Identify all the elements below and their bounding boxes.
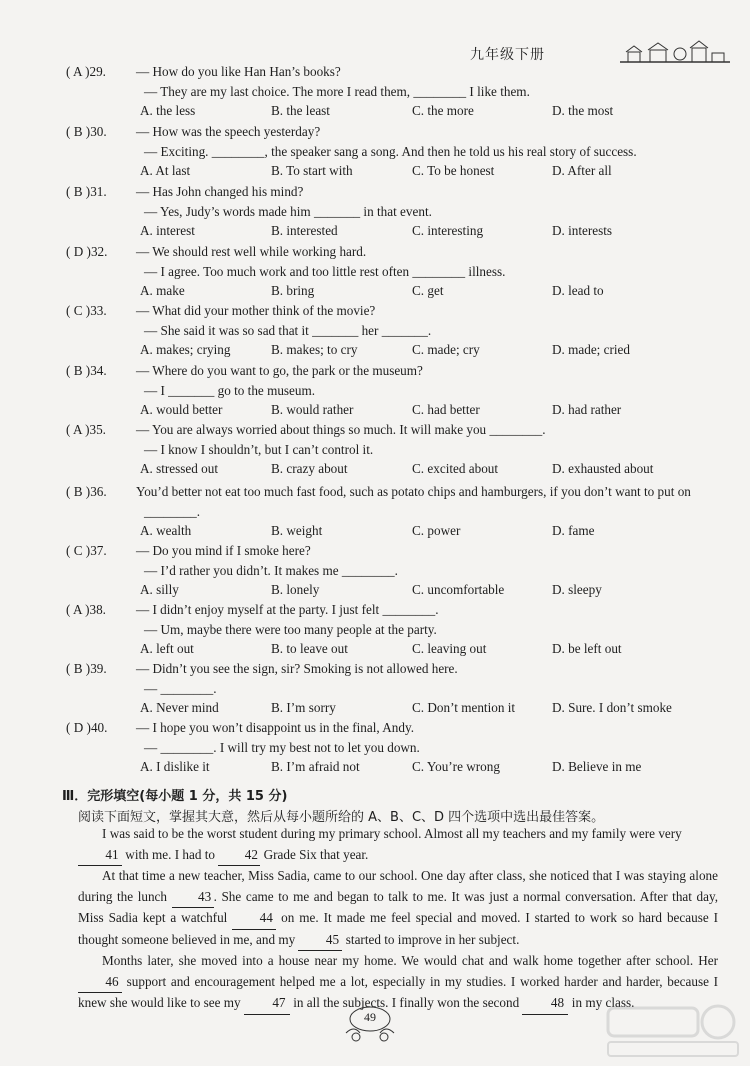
question-item [66, 301, 718, 360]
question-stem [66, 242, 718, 262]
page-number: 49 [364, 1010, 376, 1024]
question-stem [78, 620, 718, 640]
option-row [78, 340, 718, 360]
option-d: D. made; cried [552, 342, 630, 358]
option-c: C. To be honest [412, 163, 495, 179]
question-text: — I’d rather you didn’t. It makes me ________. [144, 562, 398, 578]
option-row [78, 639, 718, 659]
option-b: B. I’m afraid not [271, 759, 360, 775]
question-index: 36. [90, 484, 107, 499]
option-b: B. to leave out [271, 641, 348, 657]
question-stem [78, 440, 718, 460]
option-d: D. the most [552, 103, 614, 119]
question-stem [78, 381, 718, 401]
passage-text: in all the subjects. I finally won the second [289, 995, 523, 1010]
option-row [78, 580, 718, 600]
option-row [78, 161, 718, 181]
question-number: ( A )35. [66, 422, 106, 437]
option-a: A. left out [140, 641, 194, 657]
option-b: B. bring [271, 283, 315, 299]
option-c: C. had better [412, 402, 480, 418]
passage-text: started to improve in her subject. [342, 931, 520, 947]
passage-text: on me. It made me feel special and moved. I started to work so hard because I thought someone believed in me, and my [78, 910, 718, 947]
question-text: — She said it was so sad that it _______ her _______. [144, 322, 432, 338]
question-text: ________. [144, 503, 201, 519]
option-a: A. make [140, 283, 185, 299]
question-item [66, 182, 718, 241]
option-b: B. crazy about [271, 461, 348, 477]
answer-mark: D [73, 244, 84, 259]
question-stem [78, 502, 718, 522]
question-stem [78, 321, 718, 341]
question-text: — ________. I will try my best not to let you down. [144, 739, 420, 755]
question-number: ( A )29. [66, 64, 106, 79]
option-c: C. You’re wrong [412, 759, 500, 775]
question-text: — Where do you want to go, the park or the museum? [136, 363, 423, 378]
question-text: — I agree. Too much work and too little rest often ________ illness. [144, 263, 506, 279]
question-number: ( B )31. [66, 184, 107, 199]
question-stem [66, 361, 718, 381]
question-stem [66, 541, 718, 561]
question-index: 40. [90, 720, 108, 735]
passage-text: support and encouragement helped me a lot, especially in my studies. I worked harder and harder, because I knew she would like to see my [78, 973, 718, 1010]
question-index: 33. [90, 303, 107, 318]
passage-text: Grade Six that year. [260, 846, 369, 862]
option-row [78, 101, 718, 121]
option-a: A. makes; crying [140, 342, 231, 358]
passage-paragraph [78, 824, 718, 866]
question-item [66, 718, 718, 777]
question-text: — Has John changed his mind? [136, 184, 304, 199]
question-number: ( D )32. [66, 244, 108, 259]
option-d: D. Believe in me [552, 759, 642, 775]
passage-text: At that time a new teacher, Miss Sadia, came to our school. One day after class, she noticed that I was staying alone during the lunch [78, 868, 718, 904]
question-text: — Yes, Judy’s words made him _______ in that event. [144, 203, 432, 219]
question-item [66, 482, 718, 541]
question-item [66, 659, 718, 718]
question-number: ( C )33. [66, 303, 107, 318]
passage-text: in my class. [568, 995, 635, 1010]
answer-mark: B [73, 363, 83, 378]
option-row [78, 698, 718, 718]
option-d: D. sleepy [552, 582, 602, 598]
question-index: 32. [90, 244, 108, 259]
question-stem [66, 301, 718, 321]
question-number: ( B )34. [66, 363, 107, 378]
question-index: 35. [89, 422, 106, 437]
question-index: 31. [90, 184, 107, 199]
answer-mark: B [73, 484, 83, 499]
question-stem [78, 561, 718, 581]
question-text: — ________. [144, 680, 217, 696]
question-index: 29. [89, 64, 106, 79]
option-d: D. Sure. I don’t smoke [552, 700, 672, 716]
answer-mark: A [72, 422, 82, 437]
page-number-badge [340, 1003, 400, 1043]
question-text: — What did your mother think of the movie? [136, 303, 376, 318]
option-row [78, 281, 718, 301]
watermark-logo-icon [598, 1000, 748, 1060]
question-item [66, 62, 718, 121]
question-stem [78, 82, 718, 102]
question-stem [78, 142, 718, 162]
option-a: A. At last [140, 163, 191, 179]
blank-42: 42 [218, 845, 260, 867]
question-number: ( B )36. [66, 484, 107, 499]
question-stem [66, 62, 718, 82]
question-text: — Exciting. ________, the speaker sang a song. And then he told us his real story of success. [144, 143, 637, 159]
option-b: B. would rather [271, 402, 354, 418]
section-instruction: 阅读下面短文，掌握其大意，然后从每小题所给的 A、B、C、D 四个选项中选出最佳答案。 [78, 810, 605, 825]
question-item [66, 600, 718, 659]
answer-mark: D [73, 720, 84, 735]
passage-text: . She came to me and began to talk to me. It was just a normal conversation. After that day, Miss Sadia kept a watchful [78, 888, 719, 925]
blank-48: 48 [522, 993, 568, 1015]
option-c: C. excited about [412, 461, 499, 477]
question-text: — They are my last choice. The more I read them, ________ I like them. [144, 83, 530, 99]
passage-text: with me. I had to [122, 846, 219, 862]
option-a: A. interest [140, 223, 195, 239]
option-row [78, 221, 718, 241]
blank-45: 45 [298, 930, 342, 952]
grade-title: 九年级下册 [470, 47, 545, 63]
answer-mark: B [73, 661, 83, 676]
question-text: — You are always worried about things so much. It will make you ________. [136, 422, 546, 437]
question-index: 38. [89, 602, 106, 617]
question-number: ( A )38. [66, 602, 106, 617]
option-c: C. get [412, 283, 444, 299]
question-index: 37. [90, 543, 107, 558]
passage-text: Months later, she moved into a house near my home. We would chat and walk home together after school. Her [102, 953, 718, 968]
option-a: A. Never mind [140, 700, 219, 716]
option-d: D. After all [552, 163, 612, 179]
question-item [66, 361, 718, 420]
option-b: B. I’m sorry [271, 700, 336, 716]
answer-mark: B [73, 184, 83, 199]
cloze-passage [78, 824, 718, 1015]
question-text: — Do you mind if I smoke here? [136, 543, 311, 558]
blank-44: 44 [232, 908, 276, 930]
option-c: C. Don’t mention it [412, 700, 516, 716]
option-row [78, 757, 718, 777]
option-a: A. the less [140, 103, 196, 119]
option-c: C. leaving out [412, 641, 487, 657]
option-a: A. wealth [140, 523, 192, 539]
option-b: B. weight [271, 523, 323, 539]
question-item [66, 420, 718, 479]
question-stem [66, 122, 718, 142]
option-b: B. lonely [271, 582, 320, 598]
option-row [78, 521, 718, 541]
option-b: B. interested [271, 223, 338, 239]
blank-43: 43 [172, 887, 214, 909]
option-a: A. would better [140, 402, 223, 418]
passage-text: I was said to be the worst student during my primary school. Almost all my teachers and my family were very [102, 826, 682, 841]
blank-47: 47 [244, 993, 290, 1015]
option-d: D. fame [552, 523, 595, 539]
question-number: ( D )40. [66, 720, 108, 735]
question-text: — How was the speech yesterday? [136, 124, 321, 139]
question-number: ( B )39. [66, 661, 107, 676]
option-a: A. stressed out [140, 461, 219, 477]
blank-41: 41 [78, 845, 122, 867]
question-stem [66, 718, 718, 738]
answer-mark: C [73, 303, 83, 318]
option-c: C. made; cry [412, 342, 480, 358]
option-a: A. I dislike it [140, 759, 210, 775]
question-stem [78, 738, 718, 758]
question-stem [78, 202, 718, 222]
option-a: A. silly [140, 582, 179, 598]
section-heading: Ⅲ．完形填空(每小题 1 分，共 15 分) [62, 789, 288, 804]
option-d: D. had rather [552, 402, 622, 418]
answer-mark: A [72, 602, 82, 617]
question-item [66, 242, 718, 301]
answer-mark: C [73, 543, 83, 558]
option-d: D. exhausted about [552, 461, 654, 477]
question-text: You’d better not eat too much fast food, such as potato chips and hamburgers, if you don’t want to put on [136, 484, 691, 499]
answer-mark: B [73, 124, 83, 139]
option-b: B. To start with [271, 163, 353, 179]
option-d: D. be left out [552, 641, 622, 657]
question-text: — Um, maybe there were too many people at the party. [144, 621, 437, 637]
question-index: 39. [90, 661, 107, 676]
question-text: — How do you like Han Han’s books? [136, 64, 341, 79]
question-index: 34. [90, 363, 107, 378]
option-b: B. the least [271, 103, 330, 119]
question-text: — I know I shouldn’t, but I can’t control it. [144, 441, 374, 457]
question-text: — I hope you won’t disappoint us in the final, Andy. [136, 720, 415, 735]
option-row [78, 459, 718, 479]
option-b: B. makes; to cry [271, 342, 358, 358]
question-number: ( B )30. [66, 124, 107, 139]
option-c: C. interesting [412, 223, 484, 239]
question-number: ( C )37. [66, 543, 107, 558]
question-item [66, 541, 718, 600]
question-text: — I _______ go to the museum. [144, 382, 316, 398]
option-d: D. interests [552, 223, 613, 239]
question-stem [66, 482, 718, 502]
option-row [78, 400, 718, 420]
question-text: — We should rest well while working hard. [136, 244, 367, 259]
question-stem [66, 420, 718, 440]
question-stem [66, 659, 718, 679]
option-c: C. the more [412, 103, 474, 119]
question-stem [78, 262, 718, 282]
passage-paragraph [78, 866, 718, 951]
option-c: C. uncomfortable [412, 582, 505, 598]
question-item [66, 122, 718, 181]
question-stem [66, 182, 718, 202]
question-text: — Didn’t you see the sign, sir? Smoking is not allowed here. [136, 661, 458, 676]
question-text: — I didn’t enjoy myself at the party. I just felt ________. [136, 602, 439, 617]
answer-mark: A [72, 64, 82, 79]
option-c: C. power [412, 523, 461, 539]
option-d: D. lead to [552, 283, 604, 299]
question-stem [66, 600, 718, 620]
question-index: 30. [90, 124, 107, 139]
blank-46: 46 [78, 972, 122, 994]
question-stem [78, 679, 718, 699]
